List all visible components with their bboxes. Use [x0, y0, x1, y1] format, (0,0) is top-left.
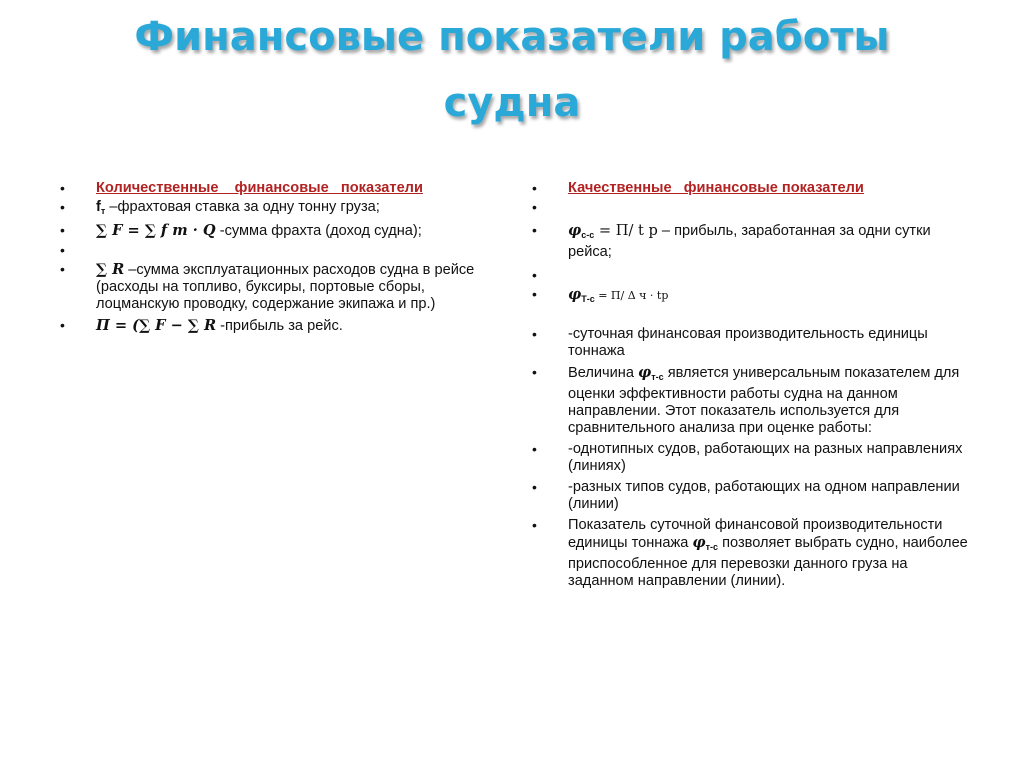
value-text-start: Величина	[568, 365, 639, 381]
bullet-icon: •	[60, 199, 65, 215]
bullet-icon: •	[60, 222, 65, 238]
conclusion-text-start: Показатель суточной финансовой производительности единицы тоннажа	[568, 517, 943, 551]
expenses-formula: ∑ R	[96, 261, 125, 278]
bullet-icon: •	[532, 267, 537, 283]
profit-formula: П = (∑ F − ∑ R	[96, 317, 217, 334]
different-type-text: -разных типов судов, работающих на одном направлении (линии)	[568, 479, 960, 512]
bullet-icon: •	[532, 364, 537, 380]
list-item	[532, 222, 972, 261]
bullet-icon: •	[532, 222, 537, 238]
conclusion-phi-subscript: т-с	[705, 542, 719, 552]
title-line-2: судна	[443, 80, 581, 126]
freight-rate-symbol: f	[96, 199, 101, 215]
bullet-icon: •	[532, 180, 537, 196]
list-item	[532, 180, 972, 197]
value-text-end: является универсальным показателем для оценки эффективности работы судна на данном направлении. Этот показатель используется для сравнительного анализа при оценке работы:	[568, 365, 960, 436]
list-item	[60, 222, 500, 240]
phi-tc-expression: = П/ Δ ч · tр	[594, 289, 669, 302]
bullet-icon: •	[60, 242, 65, 258]
freight-rate-text: –фрахтовая ставка за одну тонну груза;	[105, 199, 380, 215]
freight-sum-formula: ∑ F = ∑ f т · Q	[96, 222, 216, 239]
phi-tc-subscript: Т-с	[581, 294, 595, 304]
page-title	[0, 4, 1024, 136]
phi-cc-symbol: φ	[568, 222, 582, 239]
daily-productivity-text: -суточная финансовая производительность единицы тоннажа	[568, 326, 928, 359]
bullet-icon: •	[60, 261, 65, 277]
list-item	[60, 242, 500, 259]
phi-tc-symbol: φ	[568, 286, 582, 303]
conclusion-text-end: позволяет выбрать судно, наиболее приспособленное для перевозки данного груза на заданном направлении (линии).	[568, 535, 968, 589]
right-heading: Качественные финансовые показатели	[568, 180, 864, 196]
bullet-icon: •	[532, 479, 537, 495]
left-column	[60, 180, 500, 337]
list-item	[60, 180, 500, 197]
title-line-1: Финансовые показатели работы	[134, 14, 890, 60]
list-item	[532, 364, 972, 437]
bullet-icon: •	[532, 517, 537, 533]
list-item	[60, 199, 500, 220]
list-item	[532, 479, 972, 513]
phi-cc-text: – прибыль, заработанная за одни сутки рейса;	[568, 223, 931, 260]
phi-cc-subscript: с-с	[581, 230, 595, 240]
phi-cc-expression: = П/ t р	[594, 222, 658, 239]
bullet-icon: •	[532, 326, 537, 342]
list-item	[60, 261, 500, 313]
freight-rate-subscript: т	[100, 206, 106, 216]
value-phi-symbol: φ	[638, 364, 652, 381]
profit-text: -прибыль за рейс.	[216, 318, 343, 334]
left-heading: Количественные финансовые показатели	[96, 180, 423, 196]
list-item	[532, 441, 972, 475]
same-type-text: -однотипных судов, работающих на разных направлениях (линиях)	[568, 441, 963, 474]
list-item	[532, 199, 972, 216]
right-column	[532, 180, 972, 592]
value-phi-subscript: т-с	[651, 372, 664, 382]
list-item	[532, 326, 972, 360]
list-item	[532, 286, 972, 308]
freight-sum-text: -сумма фрахта (доход судна);	[215, 223, 422, 239]
list-item	[532, 517, 972, 590]
list-item	[532, 267, 972, 284]
bullet-icon: •	[60, 180, 65, 196]
bullet-icon: •	[532, 199, 537, 215]
bullet-icon: •	[532, 286, 537, 302]
bullet-icon: •	[60, 317, 65, 333]
expenses-text: –сумма эксплуатационных расходов судна в рейсе (расходы на топливо, буксиры, портовые сборы, лоцманскую проводку, содержание экипажа и пр.)	[96, 262, 475, 312]
list-item	[60, 317, 500, 335]
conclusion-phi-symbol: φ	[692, 534, 706, 551]
bullet-icon: •	[532, 441, 537, 457]
